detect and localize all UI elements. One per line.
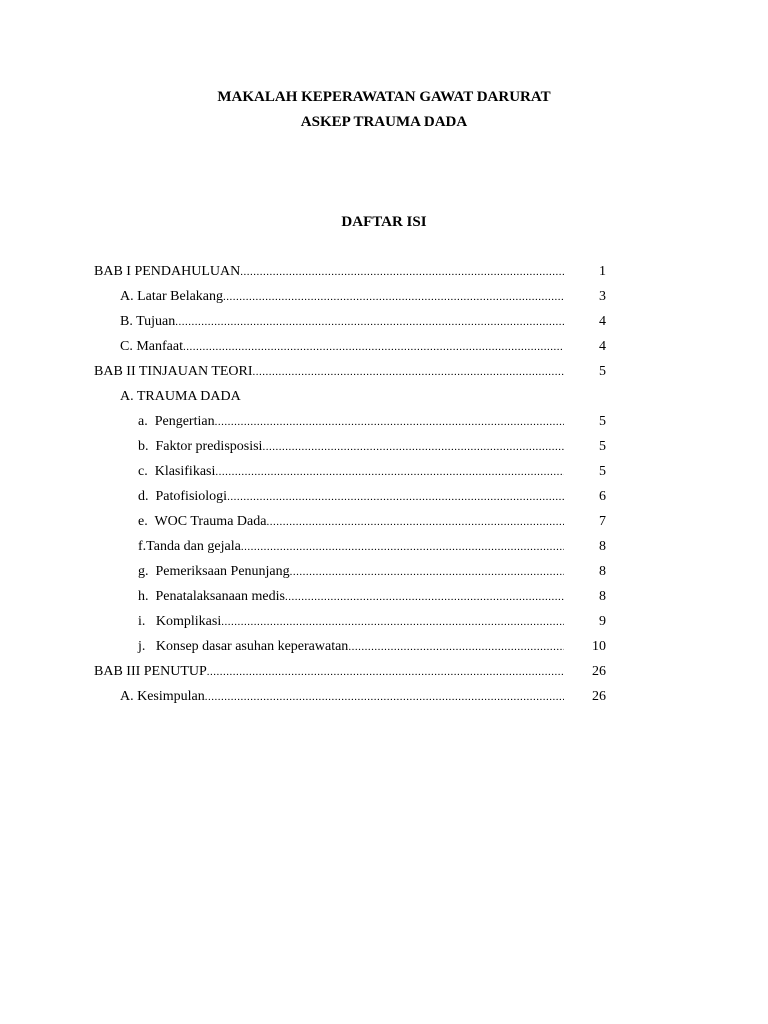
toc-entry-page: 5 (599, 414, 606, 429)
toc-leader-dots (290, 563, 564, 581)
toc-entry-label: a. Pengertian (138, 414, 215, 429)
toc-entry-label: i. Komplikasi (138, 614, 222, 629)
toc-entry[interactable] (94, 288, 606, 313)
toc-leader-dots (262, 438, 564, 456)
toc-entry-label: C. Manfaat (120, 339, 183, 354)
toc-entry-page: 1 (599, 264, 606, 279)
toc-entry[interactable] (94, 313, 606, 338)
toc-entry-label: b. Faktor predisposisi (138, 439, 263, 454)
toc-entry-label: g. Pemeriksaan Penunjang (138, 564, 290, 579)
toc-entry[interactable] (94, 438, 606, 463)
toc-entry[interactable] (94, 388, 606, 413)
toc-entry[interactable] (94, 638, 606, 663)
toc-entry-page: 8 (599, 589, 606, 604)
toc-entry[interactable] (94, 338, 606, 363)
toc-leader-dots (241, 538, 564, 556)
toc-entry-page: 5 (599, 464, 606, 479)
toc-leader-dots (205, 688, 564, 706)
toc-entry[interactable] (94, 513, 606, 538)
toc-leader-dots (215, 463, 564, 481)
toc-leader-dots (183, 338, 564, 356)
toc-leader-dots (227, 488, 564, 506)
toc-entry-label: h. Penatalaksanaan medis (138, 589, 285, 604)
toc-entry-label: A. TRAUMA DADA (120, 389, 241, 404)
toc-leader-dots (223, 288, 564, 306)
toc-entry-label: B. Tujuan (120, 314, 176, 329)
toc-entry-label: BAB I PENDAHULUAN (94, 264, 241, 279)
toc-entry[interactable] (94, 263, 606, 288)
toc-entry[interactable] (94, 538, 606, 563)
document-subtitle: ASKEP TRAUMA DADA (300, 114, 468, 130)
toc-leader-dots (253, 363, 564, 381)
toc-entry-page: 26 (592, 664, 606, 679)
toc-entry[interactable] (94, 688, 606, 713)
toc-entry-page: 4 (599, 339, 606, 354)
toc-entry-page: 6 (599, 489, 606, 504)
toc-entry-page: 10 (592, 639, 606, 654)
toc-leader-dots (215, 413, 564, 431)
toc-entry-page: 9 (599, 614, 606, 629)
toc-entry-page: 26 (592, 689, 606, 704)
toc-leader-dots (285, 588, 564, 606)
toc-entry-page: 8 (599, 539, 606, 554)
toc-entry-label: d. Patofisiologi (138, 489, 228, 504)
toc-entry-page: 3 (599, 289, 606, 304)
toc-entry[interactable] (94, 563, 606, 588)
toc-entry-label: f.Tanda dan gejala (138, 539, 241, 554)
toc-entry-label: A. Kesimpulan (120, 689, 205, 704)
toc-entry[interactable] (94, 663, 606, 688)
toc-entry[interactable] (94, 613, 606, 638)
toc-entry-label: j. Konsep dasar asuhan keperawatan (138, 639, 349, 654)
toc-entry-label: A. Latar Belakang (120, 289, 224, 304)
toc-entry[interactable] (94, 463, 606, 488)
toc-leader-dots (348, 638, 564, 656)
toc-leader-dots (207, 663, 564, 681)
table-of-contents (94, 263, 606, 713)
toc-heading: DAFTAR ISI (341, 214, 427, 230)
toc-entry-page: 5 (599, 439, 606, 454)
toc-entry[interactable] (94, 488, 606, 513)
toc-entry-page: 8 (599, 564, 606, 579)
toc-leader-dots (221, 613, 564, 631)
toc-entry[interactable] (94, 363, 606, 388)
toc-entry-label: BAB III PENUTUP (94, 664, 207, 679)
toc-entry-label: BAB II TINJAUAN TEORI (94, 364, 253, 379)
toc-leader-dots (266, 513, 564, 531)
toc-entry-label: c. Klasifikasi (138, 464, 216, 479)
toc-entry-page: 7 (599, 514, 606, 529)
toc-entry[interactable] (94, 413, 606, 438)
toc-leader-dots (240, 263, 564, 281)
toc-entry-page: 4 (599, 314, 606, 329)
toc-leader-dots (175, 313, 564, 331)
document-title: MAKALAH KEPERAWATAN GAWAT DARURAT (217, 89, 551, 105)
toc-entry-label: e. WOC Trauma Dada (138, 514, 267, 529)
toc-entry[interactable] (94, 588, 606, 613)
toc-entry-page: 5 (599, 364, 606, 379)
